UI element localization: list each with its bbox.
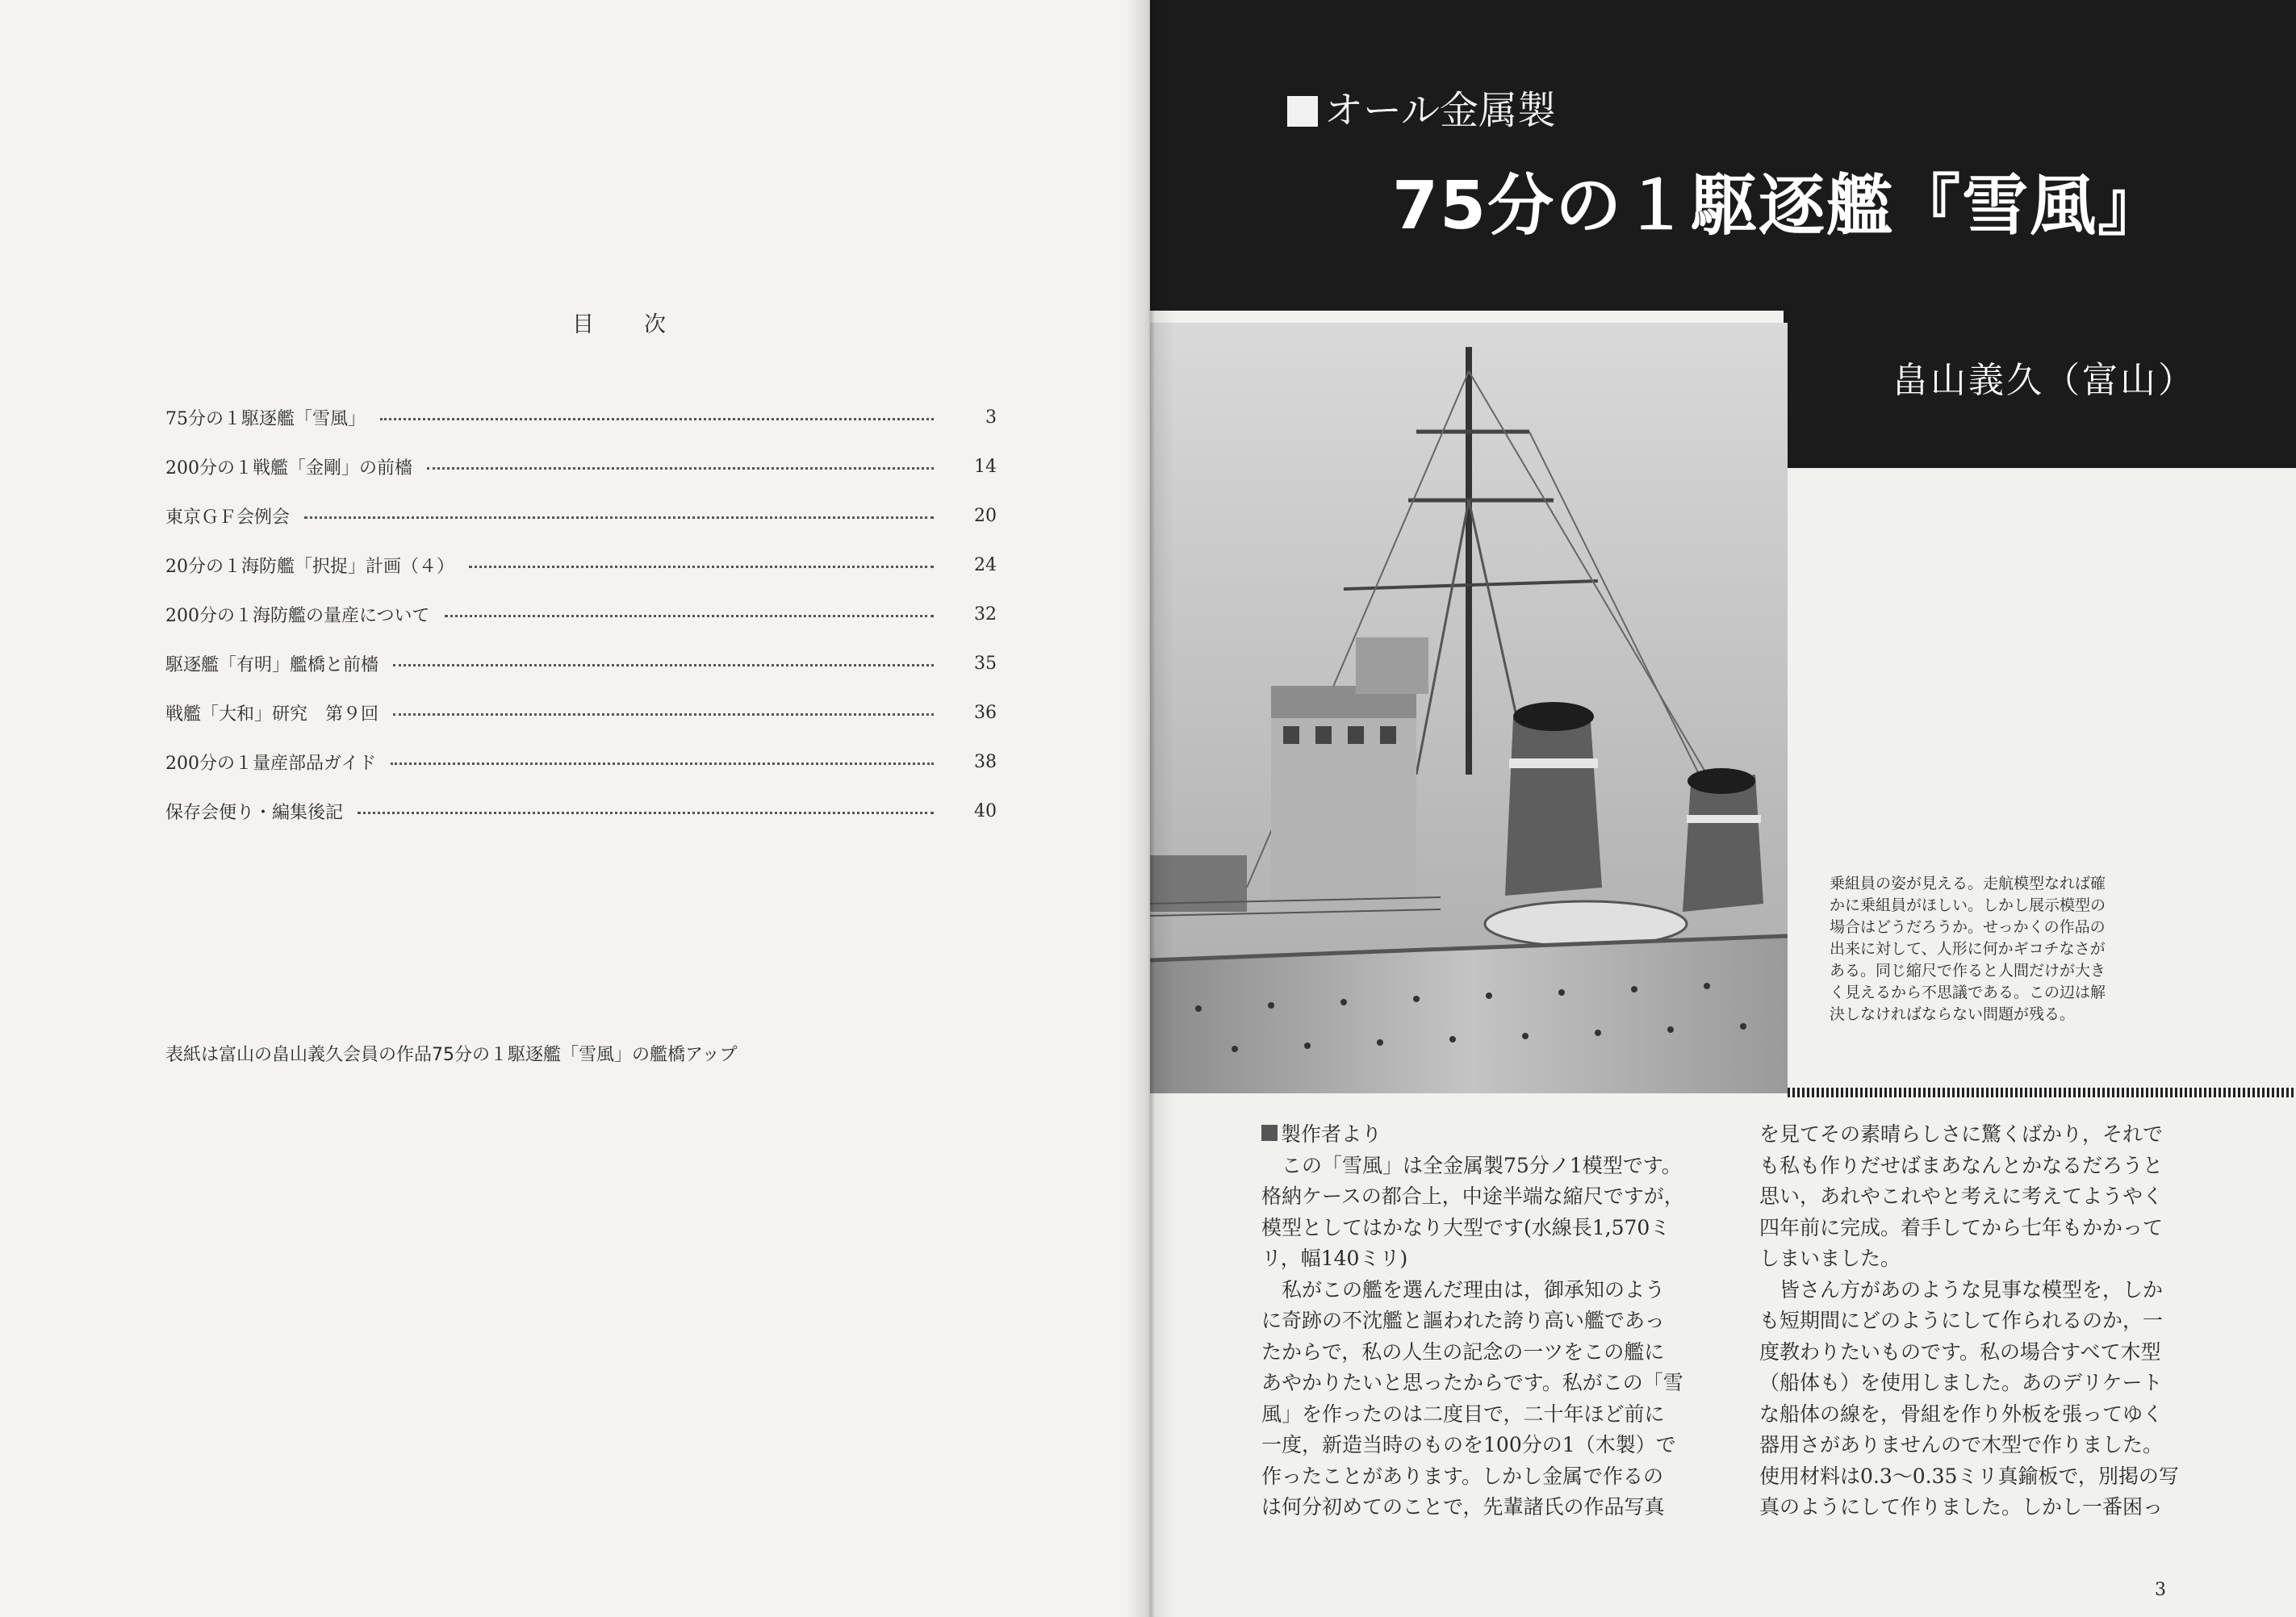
body-line: を見てその素晴らしさに驚くばかり，それで — [1759, 1122, 2164, 1146]
section-heading — [1261, 1119, 1681, 1151]
toc-heading-char-1: 目 — [572, 312, 599, 337]
decorative-rule — [1788, 1088, 2296, 1097]
body-line: 思い，あれやこれやと考えに考えてようやく — [1759, 1185, 2164, 1208]
caption-line: 出来に対して、人形に何かギコチなさが — [1830, 940, 2106, 958]
toc-entry[interactable] — [165, 401, 997, 433]
toc-leader-dots — [393, 664, 934, 666]
body-line: 皆さん方があのような見事な模型を，しか — [1759, 1277, 2164, 1302]
toc-entry-title: 75分の１駆逐艦「雪風」 — [165, 408, 366, 429]
toc-entry-title: 200分の１戦艦「金剛」の前檣 — [165, 458, 412, 478]
body-line: な船体の線を，骨組を作り外板を張ってゆく — [1759, 1402, 2164, 1426]
body-line: たからで，私の人生の記念の一ツをこの艦に — [1261, 1339, 1665, 1364]
toc-entry-title: 200分の１海防艦の量産について — [165, 605, 430, 626]
article-title: 75分の１駆逐艦『雪風』 — [1392, 168, 2166, 244]
destroyer-model-photo-image — [1150, 323, 1788, 1093]
toc-entry-title: 保存会便り・編集後記 — [165, 802, 344, 823]
body-column-right — [1759, 1119, 2179, 1523]
toc-entry-page: 36 — [974, 702, 997, 723]
body-line: 作ったことがあります。しかし金属で作るの — [1261, 1464, 1664, 1488]
destroyer-model-photo — [1150, 323, 1788, 1093]
toc-leader-dots — [358, 812, 934, 814]
section-heading-text: 製作者より — [1281, 1122, 1382, 1146]
body-line: （船体も）を使用しました。あのデリケート — [1759, 1371, 2163, 1394]
toc-leader-dots — [304, 516, 934, 519]
toc-entry-page: 14 — [974, 456, 997, 477]
body-line: 一度，新造当時のものを100分の1（木製）で — [1261, 1433, 1676, 1456]
book-gutter-shadow — [1126, 0, 1174, 1617]
toc-entry-page: 35 — [974, 653, 997, 674]
toc-leader-dots — [393, 713, 934, 716]
body-line: しまいました。 — [1759, 1247, 1901, 1270]
body-line: 真のようにして作りました。しかし一番困っ — [1759, 1495, 2164, 1519]
caption-line: ある。同じ縮尺で作ると人間だけが大き — [1830, 962, 2106, 980]
body-line: 格納ケースの都合上，中途半端な縮尺ですが， — [1261, 1185, 1684, 1208]
body-line: も短期間にどのようにして作られるのか，一 — [1759, 1309, 2164, 1332]
toc-entry-title: 東京ＧＦ会例会 — [165, 507, 291, 528]
toc-entry[interactable] — [165, 795, 997, 827]
toc-leader-dots — [445, 615, 934, 617]
series-label-text: オール金属製 — [1324, 88, 1557, 133]
toc-entry-page: 3 — [985, 407, 997, 428]
toc-entry[interactable] — [165, 598, 997, 630]
toc-entry[interactable] — [165, 696, 997, 729]
toc-entry-page: 32 — [974, 604, 997, 625]
caption-line: 乗組員の姿が見える。走航模型なれば確 — [1830, 875, 2106, 892]
right-page — [1150, 0, 2296, 1617]
toc-entry[interactable] — [165, 499, 997, 532]
toc-heading-char-2: 次 — [644, 312, 671, 337]
body-line: あやかりたいと思ったからです。私がこの「雪 — [1261, 1371, 1683, 1394]
toc-entry[interactable] — [165, 450, 997, 483]
photo-caption — [1830, 873, 2106, 1026]
toc-entry[interactable] — [165, 647, 997, 679]
toc-entry-title: 20分の１海防艦「択捉」計画（４） — [165, 556, 454, 577]
toc-entry-page: 38 — [974, 751, 997, 772]
body-line: 使用材料は0.3～0.35ミリ真鍮板で，別掲の写 — [1759, 1464, 2179, 1488]
body-line: 模型としてはかなり大型です(水線長1,570ミ — [1261, 1215, 1671, 1239]
toc-leader-dots — [391, 763, 934, 765]
toc-leader-dots — [427, 467, 934, 470]
toc-entry-title: 戦艦「大和」研究 第９回 — [165, 704, 379, 725]
page-number: 3 — [2155, 1580, 2166, 1600]
body-line: 器用さがありませんので木型で作りました。 — [1759, 1433, 2164, 1456]
caption-line: かに乗組員がほしい。しかし展示模型の — [1830, 896, 2106, 914]
toc-leader-dots — [469, 566, 934, 568]
caption-line: く見えるから不思議である。この辺は解 — [1830, 984, 2106, 1001]
body-line: も私も作りだせばまあなんとかなるだろうと — [1759, 1153, 2164, 1177]
body-column-left — [1261, 1119, 1684, 1523]
toc-entry-title: 200分の１量産部品ガイド — [165, 753, 377, 774]
series-label — [1287, 79, 1556, 135]
body-line: この「雪風」は全金属製75分ノ1模型です。 — [1261, 1153, 1682, 1177]
caption-line: 場合はどうだろうか。せっかくの作品の — [1830, 918, 2106, 936]
toc-entry-page: 24 — [974, 554, 997, 575]
body-line: リ，幅140ミリ) — [1261, 1247, 1408, 1270]
body-line: 四年前に完成。着手してから七年もかかって — [1759, 1215, 2164, 1239]
toc-leader-dots — [380, 418, 934, 420]
toc-entry-title: 駆逐艦「有明」艦橋と前檣 — [165, 654, 379, 675]
body-line: に奇跡の不沈艦と謳われた誇り高い艦であっ — [1261, 1309, 1665, 1332]
article-author: 畠山義久（富山） — [1892, 360, 2196, 401]
body-line: 私がこの艦を選んだ理由は，御承知のよう — [1261, 1277, 1666, 1302]
square-bullet-icon — [1261, 1125, 1278, 1141]
caption-line: 決しなければならない問題が残る。 — [1830, 1005, 2076, 1023]
body-line: は何分初めてのことで，先輩諸氏の作品写真 — [1261, 1495, 1665, 1519]
toc-entry-page: 40 — [974, 800, 997, 821]
toc-entry[interactable] — [165, 746, 997, 778]
toc-entry-page: 20 — [974, 505, 997, 526]
body-line: 度教わりたいものです。私の場合すべて木型 — [1759, 1339, 2161, 1364]
toc-heading — [500, 307, 742, 338]
square-bullet-icon — [1287, 96, 1318, 127]
body-line: 風」を作ったのは二度目で，二十年ほど前に — [1261, 1402, 1665, 1426]
toc-entry[interactable] — [165, 549, 997, 581]
cover-note: 表紙は富山の畠山義久会員の作品75分の１駆逐艦「雪風」の艦橋アップ — [165, 1045, 738, 1065]
